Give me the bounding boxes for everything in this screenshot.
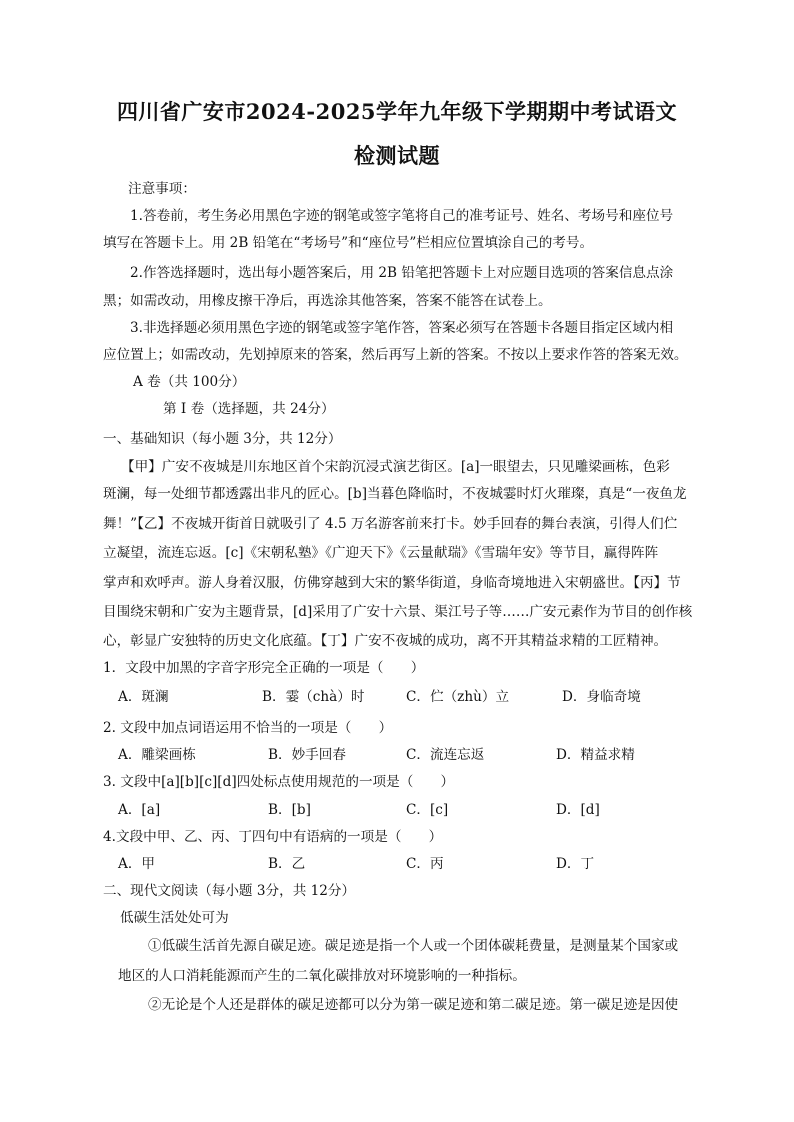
passage-line: 立凝望，流连忘返。[c]《宋朝私塾》《广迎天下》《云量献瑞》《雪瑞年安》等节目，赢得阵阵 [103,545,659,561]
question-1-option-b: B．霎（chà）时 [262,689,365,705]
question-3-stem: 3. 文段中[a][b][c][d]四处标点使用规范的一项是（ ） [103,774,455,790]
exam-subtitle: 检测试题 [354,143,440,168]
question-4-option-d: D．丁 [556,856,595,872]
passage-line: 心，彰显广安独特的历史文化底蕴。【丁】广安不夜城的成功，离不开其精益求精的工匠精神。 [103,633,668,649]
paper-a-label: A 卷（共 100分） [133,374,246,390]
question-4-stem: 4.文段中甲、乙、丙、丁四句中有语病的一项是（ ） [103,829,443,845]
passage-line: 舞！”【乙】不夜城开街首日就吸引了 4.5 万名游客前来打卡。妙手回春的舞台表演，引得人们伫 [103,516,678,532]
question-2-stem: 2. 文段中加点词语运用不恰当的一项是（ ） [103,720,393,736]
article-paragraph-1: ①低碳生活首先源自碳足迹。碳足迹是指一个人或一个团体碳耗费量，是测量某个国家或 [148,938,679,954]
question-3-option-d: D．[d] [556,802,600,818]
question-4-option-c: C．丙 [406,856,444,872]
notice-item-2-cont: 黑；如需改动，用橡皮擦干净后，再选涂其他答案，答案不能答在试卷上。 [103,293,552,309]
question-1-option-a: A．斑澜 [118,689,169,705]
section-2-heading: 二、现代文阅读（每小题 3分，共 12分） [103,883,356,899]
notice-item-2: 2.作答选择题时，选出每小题答案后，用 2B 铅笔把答题卡上对应题目选项的答案信息点涂 [130,265,674,281]
article-paragraph-2: ②无论是个人还是群体的碳足迹都可以分为第一碳足迹和第二碳足迹。第一碳足迹是因使 [148,997,679,1013]
question-3-option-a: A．[a] [118,802,161,818]
notice-item-1-cont: 填写在答题卡上。用 2B 铅笔在“考场号”和“座位号”栏相应位置填涂自己的考号。 [103,235,594,251]
article-paragraph-1-cont: 地区的人口消耗能源而产生的二氧化碳排放对环境影响的一种指标。 [118,968,526,984]
question-4-option-a: A．甲 [118,856,156,872]
question-1-stem: 1．文段中加黑的字音字形完全正确的一项是（ ） [103,660,425,676]
question-2-option-d: D．精益求精 [556,747,635,763]
passage-line: 掌声和欢呼声。游人身着汉服，仿佛穿越到大宋的繁华街道，身临奇境地进入宋朝盛世。【丙】节 [103,575,681,591]
notice-item-1: 1.答卷前，考生务必用黑色字迹的钢笔或签字笔将自己的准考证号、姓名、考场号和座位号 [130,208,674,224]
question-2-option-a: A．雕梁画栋 [118,747,196,763]
article-title: 低碳生活处处可为 [120,910,229,926]
passage-line: 目围绕宋朝和广安为主题背景，[d]采用了广安十六景、渠江号子等……广安元素作为节目的创作核 [103,604,693,620]
question-2-option-c: C．流连忘返 [406,747,485,763]
question-4-option-b: B．乙 [268,856,306,872]
question-3-option-b: B．[b] [268,802,311,818]
passage-line: 斑澜，每一处细节都透露出非凡的匠心。[b]当暮色降临时，不夜城霎时灯火璀璨，真是“一夜鱼龙 [103,486,687,502]
section-1-heading: 一、基础知识（每小题 3分，共 12分） [103,431,342,447]
notice-heading: 注意事项： [128,181,196,197]
question-3-option-c: C．[c] [406,802,449,818]
question-2-option-b: B．妙手回春 [268,747,346,763]
passage-line: 【甲】广安不夜城是川东地区首个宋韵沉浸式演艺街区。[a]一眼望去，只见雕梁画栋，色彩 [121,459,670,475]
question-1-option-c: C．伫（zhù）立 [406,689,510,705]
question-1-option-d: D．身临奇境 [562,689,641,705]
exam-title: 四川省广安市2024-2025学年九年级下学期期中考试语文 [116,99,678,124]
notice-item-3: 3.非选择题必须用黑色字迹的钢笔或签字笔作答，答案必须写在答题卡各题目指定区域内相 [130,320,674,336]
part-1-label: 第 I 卷（选择题，共 24分） [163,401,335,417]
notice-item-3-cont: 应位置上；如需改动，先划掉原来的答案，然后再写上新的答案。不按以上要求作答的答案无效。 [103,347,688,363]
